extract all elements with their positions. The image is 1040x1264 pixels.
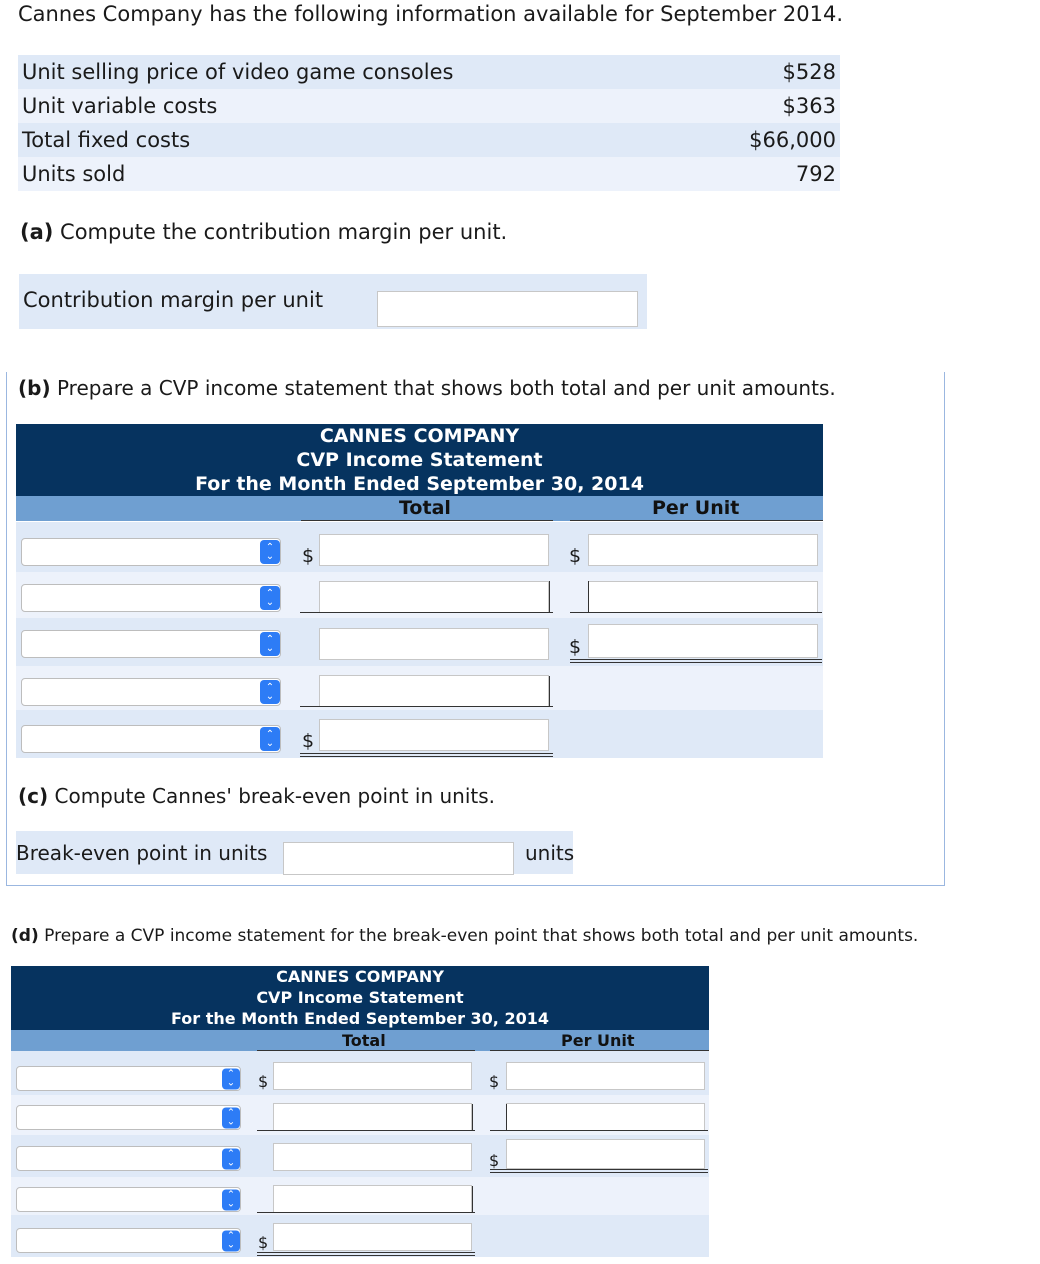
given-value: $528 xyxy=(694,55,840,89)
total-double-underline xyxy=(257,1252,475,1256)
part-d-text: Prepare a CVP income statement for the break-even point that shows both total and per unit amounts. xyxy=(38,926,919,946)
total-input[interactable] xyxy=(319,534,549,566)
cell-divider xyxy=(549,581,550,612)
company-name: CANNES COMPANY xyxy=(276,967,444,986)
given-data-table xyxy=(18,55,840,191)
chevron-updown-icon: ⌃ ⌄ xyxy=(260,540,280,564)
part-d-tag: (d) xyxy=(11,926,39,946)
part-b-tag: (b) xyxy=(18,376,51,400)
given-value: $66,000 xyxy=(694,123,840,157)
part-c-tag: (c) xyxy=(18,784,49,808)
cell-divider xyxy=(472,1104,473,1130)
dollar-sign: $ xyxy=(569,636,582,658)
line-item-select[interactable] xyxy=(21,725,281,753)
chevron-updown-icon: ⌃ ⌄ xyxy=(222,1148,240,1169)
total-input[interactable] xyxy=(319,581,549,613)
per-unit-input[interactable] xyxy=(506,1103,705,1131)
total-header: Total xyxy=(342,1031,386,1050)
statement-b-column-header xyxy=(16,496,823,521)
table-row xyxy=(18,89,840,123)
total-double-underline xyxy=(570,659,822,663)
total-header: Total xyxy=(399,497,451,519)
subtotal-underline xyxy=(570,612,822,613)
chevron-updown-icon: ⌃ ⌄ xyxy=(222,1189,240,1210)
line-item-select[interactable] xyxy=(21,630,281,658)
statement-d-column-header xyxy=(11,1030,709,1051)
dollar-sign: $ xyxy=(258,1233,269,1252)
statement-title: CVP Income Statement xyxy=(256,988,464,1007)
line-item-select[interactable] xyxy=(16,1228,241,1253)
dollar-sign: $ xyxy=(489,1151,500,1170)
chevron-updown-icon: ⌃ ⌄ xyxy=(260,632,280,656)
part-c-panel xyxy=(16,831,573,874)
line-item-select[interactable] xyxy=(16,1066,241,1091)
table-row xyxy=(18,123,840,157)
total-input[interactable] xyxy=(273,1103,472,1131)
line-item-select[interactable] xyxy=(21,538,281,566)
cell-divider xyxy=(588,581,589,612)
line-item-select[interactable] xyxy=(16,1187,241,1212)
total-input[interactable] xyxy=(319,719,549,751)
per-unit-input[interactable] xyxy=(588,581,818,613)
cm-per-unit-input[interactable] xyxy=(377,291,638,327)
cell-divider xyxy=(506,1104,507,1130)
break-even-label: Break-even point in units xyxy=(16,841,268,865)
statement-b-header xyxy=(16,424,823,496)
cm-label: Contribution margin per unit xyxy=(23,288,324,312)
per-unit-header: Per Unit xyxy=(561,1031,635,1050)
given-value: 792 xyxy=(694,157,840,191)
given-value: $363 xyxy=(694,89,840,123)
total-header-underline xyxy=(301,520,553,521)
chevron-updown-icon: ⌃ ⌄ xyxy=(260,680,280,704)
subtotal-underline xyxy=(300,706,553,707)
chevron-updown-icon: ⌃ ⌄ xyxy=(260,586,280,610)
company-name: CANNES COMPANY xyxy=(319,425,520,447)
part-b-text: Prepare a CVP income statement that shows both total and per unit amounts. xyxy=(50,376,836,400)
line-item-select[interactable] xyxy=(16,1146,241,1171)
per-unit-input[interactable] xyxy=(588,624,818,658)
subtotal-underline xyxy=(257,1212,475,1213)
dollar-sign: $ xyxy=(489,1072,500,1091)
line-item-select[interactable] xyxy=(21,584,281,612)
total-input[interactable] xyxy=(273,1062,472,1090)
given-label: Total fixed costs xyxy=(18,123,694,157)
break-even-units-input[interactable] xyxy=(283,842,514,875)
given-label: Unit variable costs xyxy=(18,89,694,123)
chevron-updown-icon: ⌃ ⌄ xyxy=(222,1107,240,1128)
per-unit-input[interactable] xyxy=(506,1139,705,1169)
part-a-text: Compute the contribution margin per unit. xyxy=(53,220,508,244)
line-item-select[interactable] xyxy=(16,1105,241,1130)
total-double-underline xyxy=(490,1169,708,1173)
part-a-panel xyxy=(19,274,647,329)
chevron-updown-icon: ⌃ ⌄ xyxy=(260,727,280,751)
chevron-updown-icon: ⌃ ⌄ xyxy=(222,1230,240,1251)
units-label: units xyxy=(525,841,575,865)
table-row xyxy=(18,157,840,191)
total-input[interactable] xyxy=(273,1185,472,1213)
per-unit-header-underline xyxy=(570,520,823,521)
cell-divider xyxy=(472,1186,473,1212)
statement-title: CVP Income Statement xyxy=(296,449,543,471)
given-label: Units sold xyxy=(18,157,694,191)
part-a-tag: (a) xyxy=(20,220,54,244)
intro-text: Cannes Company has the following information available for September 2014. xyxy=(18,2,844,26)
part-a-question xyxy=(20,220,507,244)
subtotal-underline xyxy=(300,612,553,613)
part-c-question xyxy=(18,784,495,808)
total-input[interactable] xyxy=(273,1143,472,1171)
part-b-question xyxy=(18,376,836,400)
statement-period: For the Month Ended September 30, 2014 xyxy=(171,1009,549,1028)
statement-d-header xyxy=(11,966,709,1030)
subtotal-underline xyxy=(490,1130,708,1131)
dollar-sign: $ xyxy=(258,1072,269,1091)
table-row xyxy=(18,55,840,89)
total-input[interactable] xyxy=(273,1223,472,1251)
dollar-sign: $ xyxy=(302,730,315,752)
chevron-updown-icon: ⌃ ⌄ xyxy=(222,1068,240,1089)
statement-period: For the Month Ended September 30, 2014 xyxy=(195,473,644,495)
per-unit-header: Per Unit xyxy=(652,497,740,519)
per-unit-input[interactable] xyxy=(588,534,818,566)
part-d-question xyxy=(11,926,918,946)
total-input[interactable] xyxy=(319,675,549,707)
subtotal-underline xyxy=(257,1130,475,1131)
dollar-sign: $ xyxy=(569,545,582,567)
per-unit-input[interactable] xyxy=(506,1062,705,1090)
total-double-underline xyxy=(300,753,553,757)
dollar-sign: $ xyxy=(302,545,315,567)
line-item-select[interactable] xyxy=(21,678,281,706)
total-input[interactable] xyxy=(319,628,549,660)
part-c-text: Compute Cannes' break-even point in units. xyxy=(48,784,496,808)
cell-divider xyxy=(549,676,550,706)
given-label: Unit selling price of video game consoles xyxy=(18,55,694,89)
